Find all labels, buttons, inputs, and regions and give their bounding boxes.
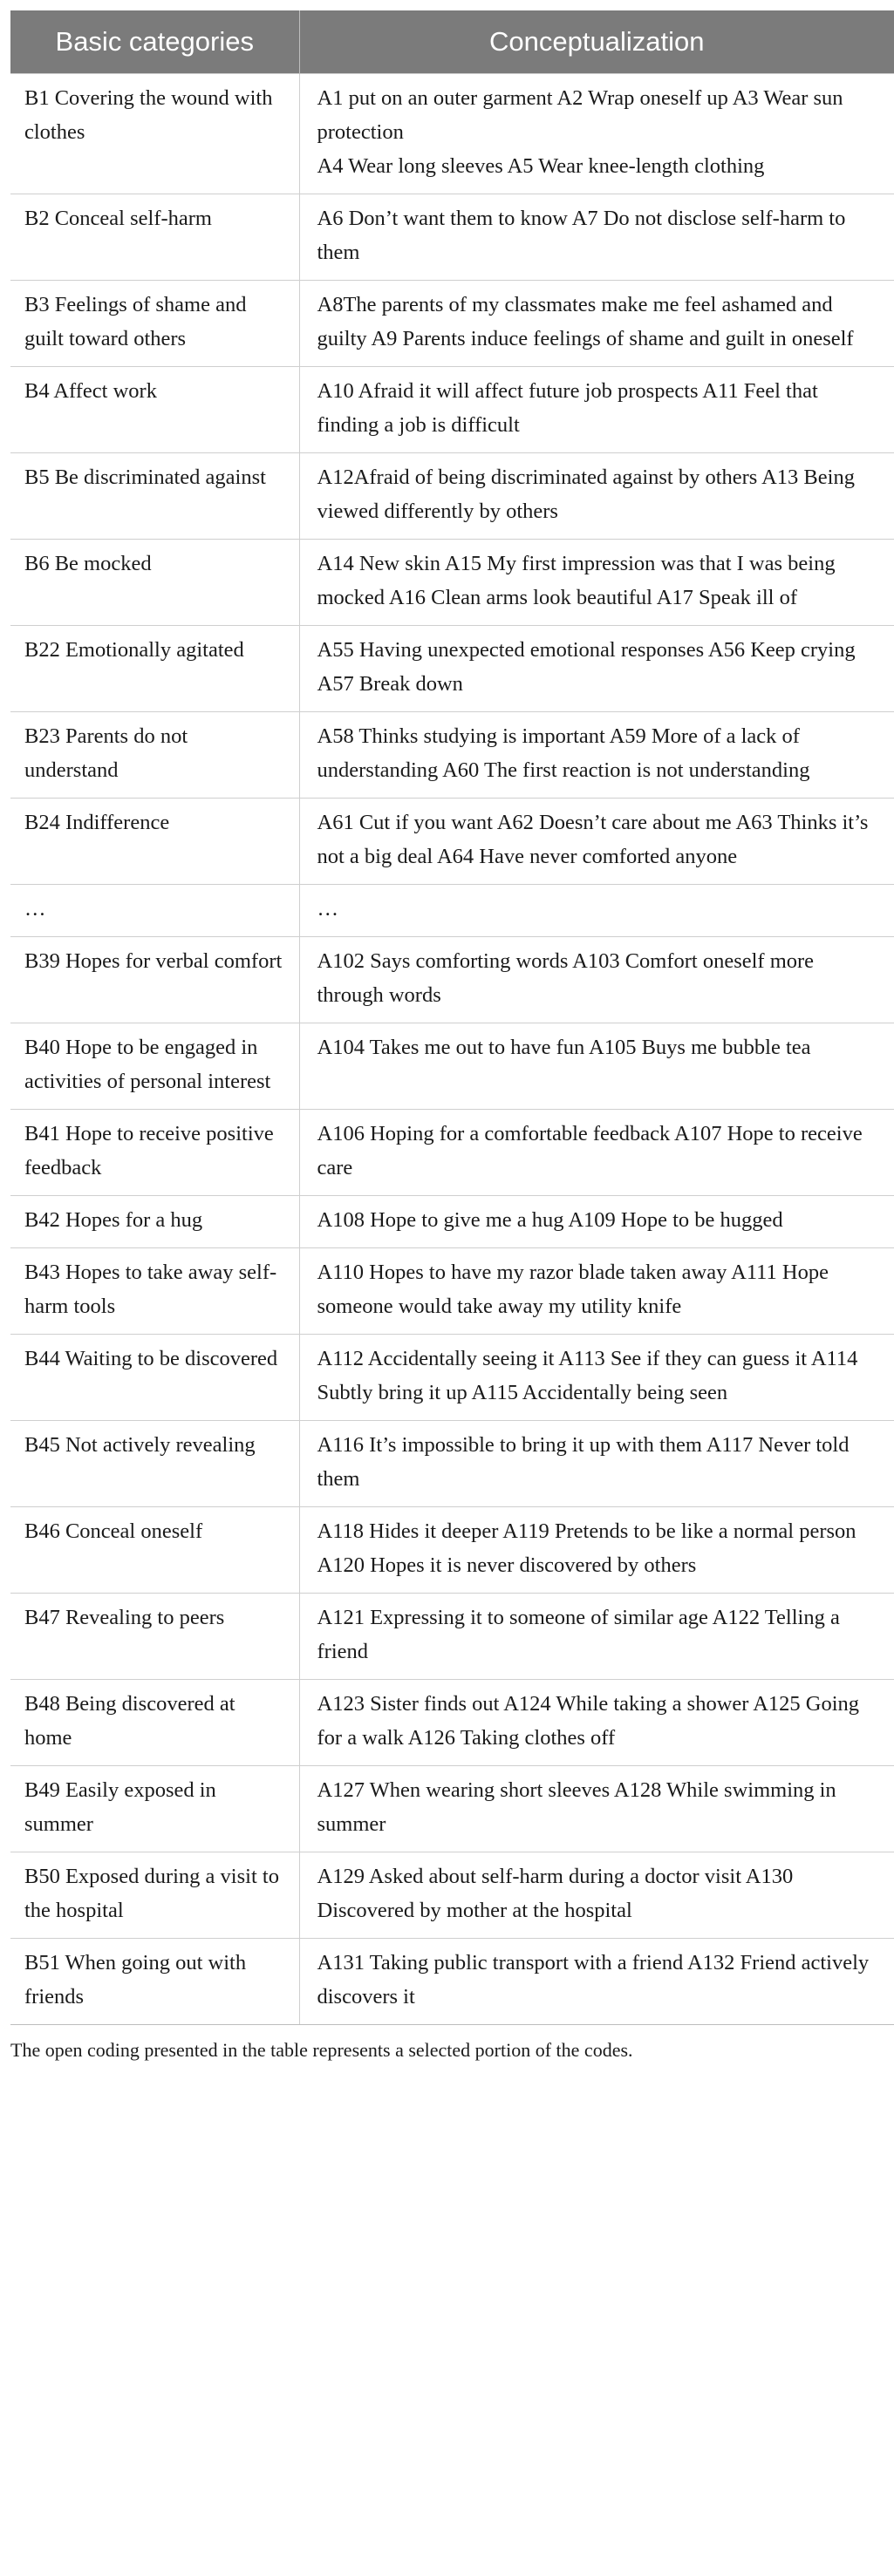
table-row	[10, 1248, 894, 1335]
table-footnote: The open coding presented in the table represents a selected portion of the codes.	[10, 2039, 633, 2061]
table-row	[10, 281, 894, 367]
category-cell: B6 Be mocked	[10, 540, 299, 626]
conceptualization-cell: A12Afraid of being discriminated against by others A13 Being viewed differently by others	[299, 453, 894, 540]
table-row	[10, 1421, 894, 1507]
conceptualization-cell: A118 Hides it deeper A119 Pretends to be like a normal person A120 Hopes it is never discovered by others	[299, 1507, 894, 1594]
table-row	[10, 1507, 894, 1594]
category-cell: B49 Easily exposed in summer	[10, 1766, 299, 1852]
table-row	[10, 937, 894, 1023]
conceptualization-cell: A8The parents of my classmates make me feel ashamed and guilty A9 Parents induce feelings of shame and guilt in oneself	[299, 281, 894, 367]
category-cell: B47 Revealing to peers	[10, 1594, 299, 1680]
category-cell: B39 Hopes for verbal comfort	[10, 937, 299, 1023]
conceptualization-cell: A110 Hopes to have my razor blade taken away A111 Hope someone would take away my utility knife	[299, 1248, 894, 1335]
table-row	[10, 1852, 894, 1939]
table-row	[10, 1023, 894, 1110]
table-row	[10, 367, 894, 453]
conceptualization-cell: A106 Hoping for a comfortable feedback A107 Hope to receive care	[299, 1110, 894, 1196]
conceptualization-cell: A127 When wearing short sleeves A128 While swimming in summer	[299, 1766, 894, 1852]
conceptualization-cell: A55 Having unexpected emotional responses A56 Keep crying A57 Break down	[299, 626, 894, 712]
conceptualization-cell: A116 It’s impossible to bring it up with them A117 Never told them	[299, 1421, 894, 1507]
category-cell: B2 Conceal self-harm	[10, 194, 299, 281]
category-cell: B48 Being discovered at home	[10, 1680, 299, 1766]
header-conceptualization: Conceptualization	[299, 10, 894, 74]
category-cell: B1 Covering the wound with clothes	[10, 74, 299, 194]
conceptualization-cell: A10 Afraid it will affect future job prospects A11 Feel that finding a job is difficult	[299, 367, 894, 453]
conceptualization-cell: A58 Thinks studying is important A59 More of a lack of understanding A60 The first reaction is not understanding	[299, 712, 894, 799]
conceptualization-cell: A129 Asked about self-harm during a doctor visit A130 Discovered by mother at the hospital	[299, 1852, 894, 1939]
conceptualization-cell: A112 Accidentally seeing it A113 See if they can guess it A114 Subtly bring it up A115 Accidentally being seen	[299, 1335, 894, 1421]
table-row	[10, 194, 894, 281]
category-cell: B41 Hope to receive positive feedback	[10, 1110, 299, 1196]
category-cell: B42 Hopes for a hug	[10, 1196, 299, 1248]
category-cell: B4 Affect work	[10, 367, 299, 453]
conceptualization-cell: A14 New skin A15 My first impression was that I was being mocked A16 Clean arms look beautiful A17 Speak ill of	[299, 540, 894, 626]
category-cell: B50 Exposed during a visit to the hospital	[10, 1852, 299, 1939]
table-row	[10, 885, 894, 937]
category-cell: B46 Conceal oneself	[10, 1507, 299, 1594]
conceptualization-cell: A108 Hope to give me a hug A109 Hope to be hugged	[299, 1196, 894, 1248]
header-basic-categories: Basic categories	[10, 10, 299, 74]
table-row	[10, 1766, 894, 1852]
category-cell: B51 When going out with friends	[10, 1939, 299, 2025]
category-cell: B5 Be discriminated against	[10, 453, 299, 540]
category-cell: B43 Hopes to take away self-harm tools	[10, 1248, 299, 1335]
category-cell: B22 Emotionally agitated	[10, 626, 299, 712]
table-row	[10, 453, 894, 540]
conceptualization-cell: A123 Sister finds out A124 While taking a shower A125 Going for a walk A126 Taking clothes off	[299, 1680, 894, 1766]
conceptualization-cell: A61 Cut if you want A62 Doesn’t care about me A63 Thinks it’s not a big deal A64 Have never comforted anyone	[299, 799, 894, 885]
conceptualization-cell: A6 Don’t want them to know A7 Do not disclose self-harm to them	[299, 194, 894, 281]
category-cell: …	[10, 885, 299, 937]
table-row	[10, 1680, 894, 1766]
category-cell: B44 Waiting to be discovered	[10, 1335, 299, 1421]
table-row	[10, 1939, 894, 2025]
category-cell: B40 Hope to be engaged in activities of personal interest	[10, 1023, 299, 1110]
table-row	[10, 1594, 894, 1680]
table-row	[10, 626, 894, 712]
conceptualization-cell: A102 Says comforting words A103 Comfort oneself more through words	[299, 937, 894, 1023]
table-row	[10, 1196, 894, 1248]
conceptualization-cell: …	[299, 885, 894, 937]
table-row	[10, 712, 894, 799]
conceptualization-cell: A104 Takes me out to have fun A105 Buys me bubble tea	[299, 1023, 894, 1110]
conceptualization-cell: A1 put on an outer garment A2 Wrap oneself up A3 Wear sun protection A4 Wear long sleeves A5 Wear knee-length clothing	[299, 74, 894, 194]
category-cell: B3 Feelings of shame and guilt toward others	[10, 281, 299, 367]
table-row	[10, 540, 894, 626]
table-row	[10, 1110, 894, 1196]
category-cell: B24 Indifference	[10, 799, 299, 885]
table-body	[10, 74, 894, 2025]
header-row	[10, 10, 894, 74]
table-row	[10, 799, 894, 885]
conceptualization-cell: A131 Taking public transport with a friend A132 Friend actively discovers it	[299, 1939, 894, 2025]
table-row	[10, 1335, 894, 1421]
category-cell: B23 Parents do not understand	[10, 712, 299, 799]
coding-table	[10, 10, 894, 2025]
table-row	[10, 74, 894, 194]
category-cell: B45 Not actively revealing	[10, 1421, 299, 1507]
table-container	[10, 10, 894, 2062]
conceptualization-cell: A121 Expressing it to someone of similar age A122 Telling a friend	[299, 1594, 894, 1680]
